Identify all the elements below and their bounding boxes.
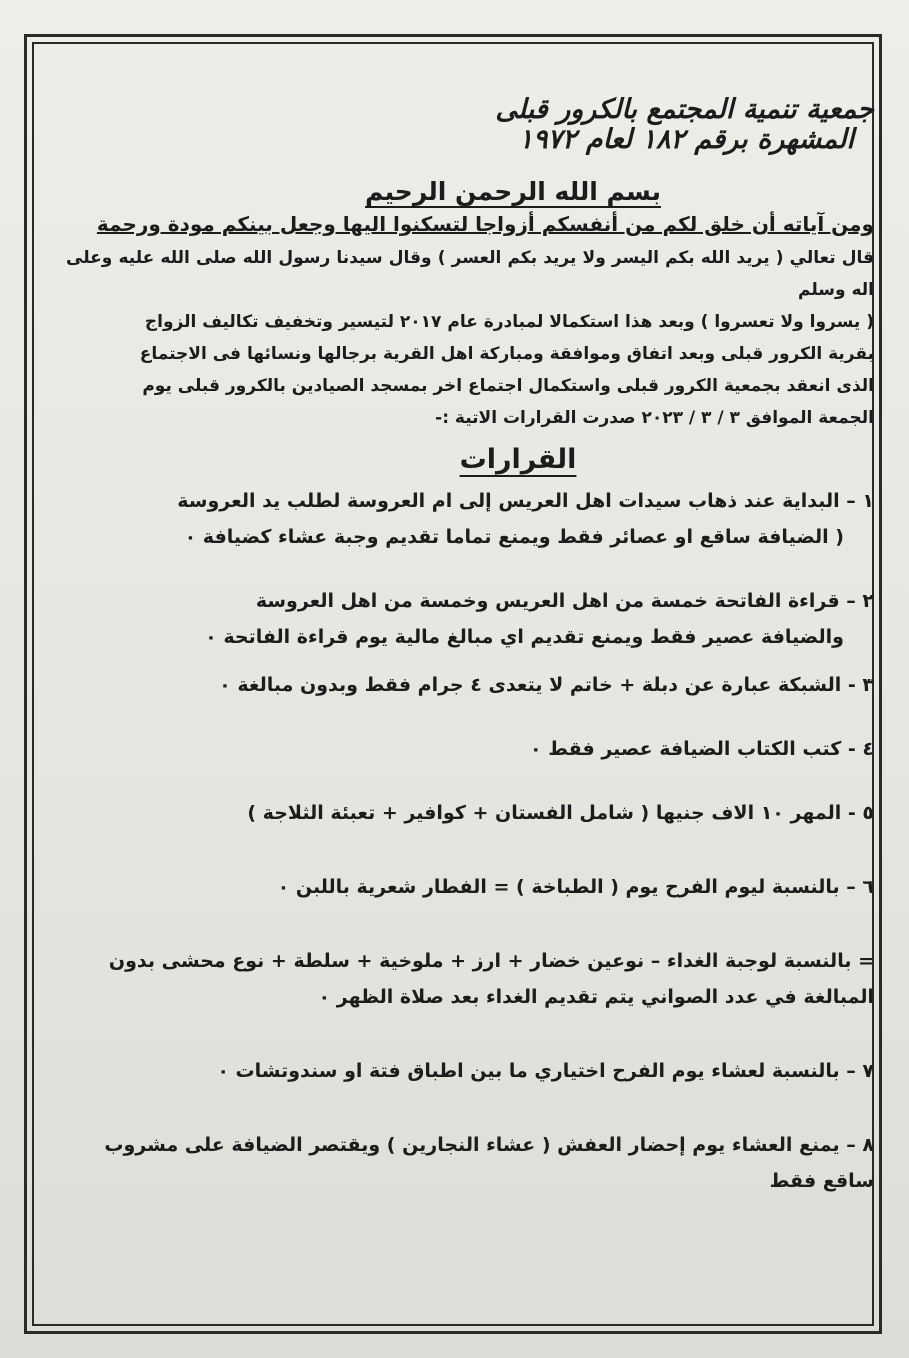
decisions-heading: القرارات [459,444,577,475]
decision-item-1 [62,483,874,555]
decisions-list [62,483,874,1199]
organization-header [62,95,874,155]
quran-verse: ومن آياته أن خلق لكم من أنفسكم أزواجا لتسكنوا اليها وجعل بينكم مودة ورحمة [96,212,874,236]
decision-line: = بالنسبة لوجبة الغداء – نوعين خضار + ارز + ملوخية + سلطة + نوع محشى بدون [108,950,874,972]
intro-line: الذى انعقد بجمعية الكرور قبلى واستكمال اجتماع اخر بمسجد الصيادين بالكرور قبلى يوم [142,376,874,396]
decision-item-2 [62,583,874,655]
decision-item-6 [62,869,874,905]
decision-line: ١ – البداية عند ذهاب سيدات اهل العريس إلى ام العروسة لطلب يد العروسة [177,490,874,512]
basmala: بسم الله الرحمن الرحيم [365,177,661,206]
intro-line: قال تعالي ( يريد الله بكم اليسر ولا يريد بكم العسر ) وقال سيدنا رسول الله صلى الله عليه وعلى اله وسلم [66,248,874,300]
org-name: جمعية تنمية المجتمع بالكرور قبلى [495,94,874,125]
decision-line: ٥ - المهر ١٠ الاف جنيها ( شامل الفستان + كوافير + تعبئة الثلاجة ) [247,802,874,824]
intro-line: الجمعة الموافق ٣ / ٣ / ٢٠٢٣ صدرت القرارات الاتية :- [435,408,874,428]
org-registration: المشهرة برقم ١٨٢ لعام ١٩٧٢ [518,124,854,155]
decision-item-3 [62,667,874,703]
decision-line: والضيافة عصير فقط ويمنع تقديم اي مبالغ مالية يوم قراءة الفاتحة ٠ [205,626,844,648]
intro-paragraph [62,242,874,434]
decision-item-5 [62,795,874,831]
decision-line: المبالغة في عدد الصواني يتم تقديم الغداء بعد صلاة الظهر ٠ [318,986,874,1008]
document-body [62,95,874,1199]
decision-line: ٢ – قراءة الفاتحة خمسة من اهل العريس وخمسة من اهل العروسة [255,590,874,612]
decision-item-7 [62,1053,874,1089]
intro-line: ( يسروا ولا تعسروا ) وبعد هذا استكمالا لمبادرة عام ٢٠١٧ لتيسير وتخفيف تكاليف الزواج [144,312,874,332]
decision-line: ٤ - كتب الكتاب الضيافة عصير فقط ٠ [530,738,874,760]
decision-line: ٦ – بالنسبة ليوم الفرح يوم ( الطباخة ) = الفطار شعرية باللبن ٠ [277,876,874,898]
decision-line: ٧ – بالنسبة لعشاء يوم الفرح اختياري ما بين اطباق فتة او سندوتشات ٠ [217,1060,874,1082]
decision-line: ٨ – يمنع العشاء يوم إحضار العفش ( عشاء النجارين ) ويقتصر الضيافة على مشروب ساقع فقط [104,1134,874,1192]
decision-item-4 [62,731,874,767]
decision-line: ( الضيافة ساقع او عصائر فقط ويمنع تماما تقديم وجبة عشاء كضيافة ٠ [184,526,844,548]
intro-line: بقرية الكرور قبلى وبعد اتفاق وموافقة ومباركة اهل القرية برجالها ونسائها فى الاجتماع [139,344,874,364]
decision-item-lunch [62,943,874,1015]
decision-line: ٣ - الشبكة عبارة عن دبلة + خاتم لا يتعدى ٤ جرام فقط وبدون مبالغة ٠ [219,674,874,696]
decision-item-8 [62,1127,874,1199]
